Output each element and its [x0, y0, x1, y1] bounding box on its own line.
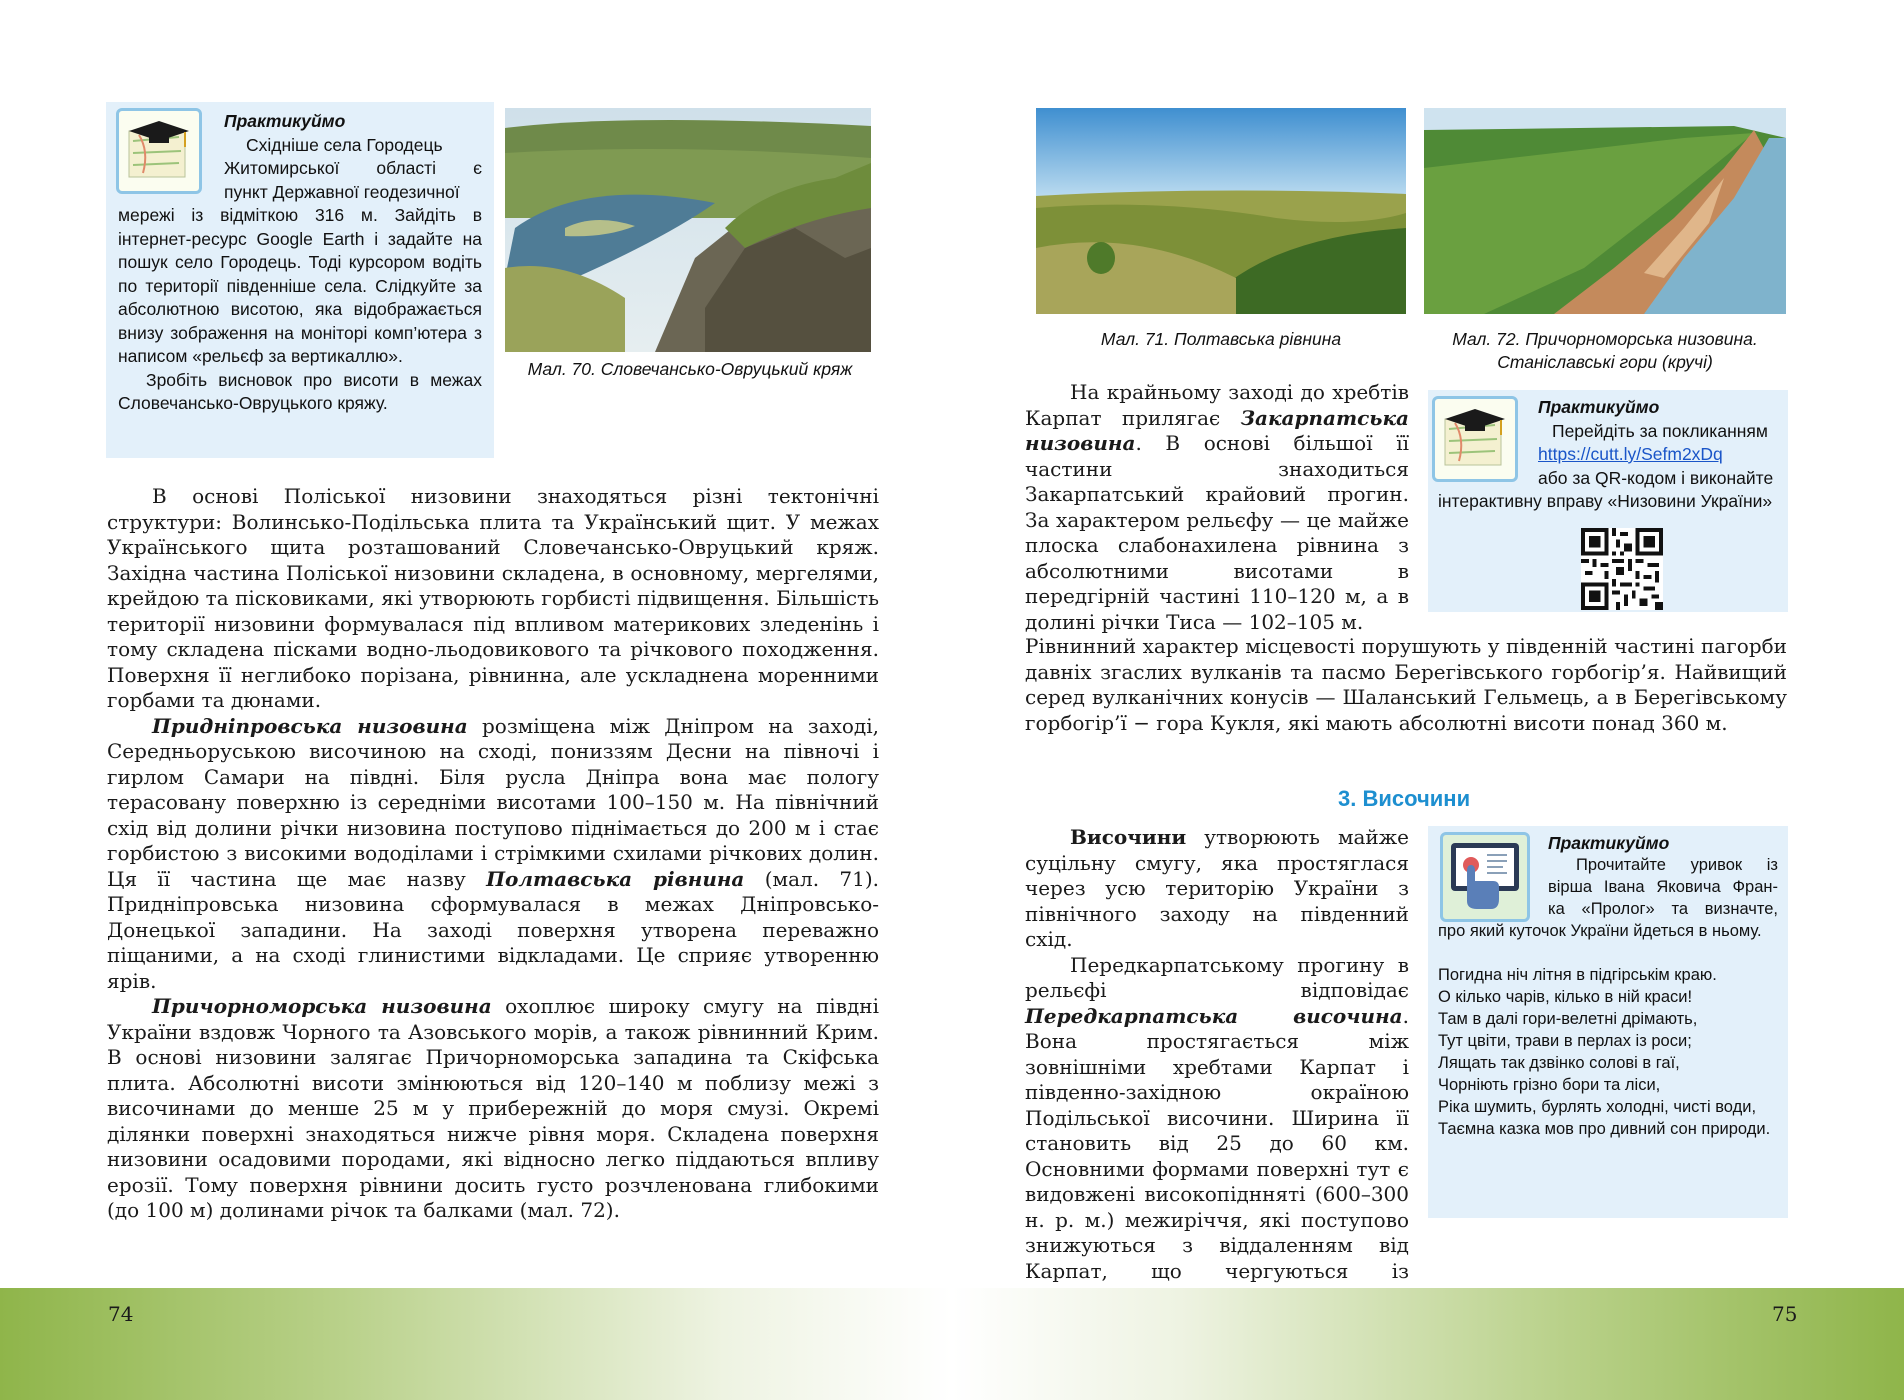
- practice-line: про який куточок України йдеться в ньому.: [1438, 922, 1762, 940]
- poem-line: Таємна казка мов про дивний сон природи.: [1438, 1120, 1771, 1138]
- text-part: На крайньому заході до хребтів Карпат прилягає: [1025, 380, 1409, 430]
- text-part: охоплює широку смугу на півдні України вздовж Чорного та Азовського морів, а також рівнинний Крим. В основі низовини залягає Причорноморська западина та Скіфська плита. Абсолютні висоти змінюються від 120–140 м поблизу межі з височинами до менше 25 м у прибережній до моря смузі. Окремі ділянки поверхні знаходяться нижче рівня моря. Складена поверхня низовини осадовими породами, які відносно легко піддаються впливу ерозії. Тому поверхня рівнини досить густо розчленована глибокими (до 100 м) долинами річок та балками (мал. 72).: [107, 994, 879, 1222]
- term-poltavska: Полтавська рівнина: [486, 866, 745, 891]
- practice-title: Практикуймо: [224, 111, 346, 131]
- practice-title: Практикуймо: [1538, 397, 1660, 417]
- paragraph-zakarpattia: [1025, 380, 1409, 635]
- poem-line: Погидна ніч літня в підгірськім краю.: [1438, 966, 1717, 984]
- cutt-link[interactable]: https://cutt.ly/Sefm2xDq: [1538, 444, 1723, 464]
- tablet-touch-icon: [1440, 832, 1530, 922]
- paragraph-prydniprovska: [107, 714, 879, 995]
- figure-71-caption-text: Мал. 71. Полтавська рівнина: [1100, 329, 1342, 349]
- page-footer-band: [0, 1288, 1904, 1400]
- practice-line: Прочитайте уривок із: [1576, 856, 1778, 874]
- figure-70-caption: [520, 358, 860, 381]
- text-part: розміщена між Дніпром на заході, Середньоруською височиною на сході, пониззям Десни на півночі і гирлом Самари на півдні. Біля русла Дніпра вона має пологу терасовану поверхню із середніми висотами 100–150 м. На північний схід від долини річки низовина поступово піднімається до 200 м і стає горбистою з високими вододілами і стрімкими схилами річкових долин. Ця її частина ще має назву: [107, 713, 880, 891]
- zakarpattia-text: [1025, 380, 1409, 635]
- page-number-left: 74: [108, 1302, 134, 1326]
- figure-71-caption: [1040, 328, 1402, 351]
- graduation-cap-map-icon: [1432, 396, 1518, 482]
- practice-line: вірша Івана Яковича Фран-: [1548, 878, 1778, 896]
- term-prydniprovska: Придніпровська низовина: [152, 713, 468, 738]
- poem-line: Там в далі гори-велетні дрімають,: [1438, 1010, 1698, 1028]
- qr-code[interactable]: [1580, 528, 1664, 610]
- text-part: утворюють майже суцільну смугу, яка простяглася через усю територію України з північного заходу на південний схід.: [1025, 825, 1409, 951]
- practice-line: ка «Пролог» та визначте,: [1548, 900, 1778, 918]
- paragraph-volcanoes: Рівнинний характер місцевості порушують у південній частині пагорби давніх згаслих вулканів та пасмо Берегівського горбогір’я. Найвищий серед вулканічних конусів — Шаланський Гельмець, а в Берегівському горбогір’ї − гора Кукля, які мають абсолютні висоти понад 360 м.: [1025, 634, 1787, 735]
- figure-72-caption: [1420, 328, 1790, 374]
- practice-title: Практикуймо: [1548, 833, 1670, 853]
- paragraph-polissia: В основі Поліської низовини знаходяться різні тектонічні структури: Волинсько-Подільська плита та Український щит. У межах Українського щита розташований Словечансько-Овруцький кряж. Західна частина Поліської низовини складена, в основному, мергелями, крейдою та пісковиками, які утворюють горбисті підвищення. Більшість території низовини формувалася під впливом материкових зледенінь і тому складена пісками водно-льодовикового та річкового походження. Поверхня її неглибоко порізана, рівнинна, але ускладнена моренними горбами та дюнами.: [107, 484, 879, 712]
- paragraph-peredkarpatska: [1025, 953, 1409, 1336]
- text-part: . Вона простягається між зовнішніми хребтами Карпат і південно-західною окраїною Подільської височини. Ширина її становить від 25 до 60 км. Основними формами поверхні тут є видовжені високопіднняті (600–300 н. р. м.) межиріччя, які поступово знижуються з віддаленням від Карпат, що чергуються із: [1025, 1003, 1409, 1283]
- term-prychornomorska: Причорноморська низовина: [152, 994, 492, 1018]
- zakarpattia-text-wide: [1025, 634, 1787, 736]
- term-peredkarpatska: Передкарпатська височина: [1025, 1003, 1403, 1028]
- poem-line: О кілько чарів, кілько в ній краси!: [1438, 988, 1693, 1006]
- page-number-right: 75: [1772, 1302, 1798, 1326]
- practice-box-poem: [1428, 826, 1788, 1218]
- practice-box-qr: [1428, 390, 1788, 612]
- poem-line: Лящать так дзвінко солові в гаї,: [1438, 1054, 1680, 1072]
- photo-stanislavski-cliffs: [1424, 108, 1786, 314]
- practice-line: пункт Державної геодезичної: [224, 181, 460, 202]
- poem-line: Чорніють грізно бори та ліси,: [1438, 1076, 1661, 1094]
- right-page: [990, 0, 1904, 1400]
- left-body-text: [107, 484, 879, 1224]
- text-part: . В основі більшої її частини знаходиться Закарпатський крайовий прогин. За характером рельєфу — це майже плоска слабонахилена рівнина з абсолютними висотами в передгірній частині 110–120 м, а в долині річки Тиса — 102–105 м.: [1025, 431, 1409, 634]
- figure-72-caption-line: Станіславські гори (кручі): [1497, 352, 1713, 372]
- practice-line: інтерактивну вправу «Низовини України»: [1438, 491, 1773, 511]
- photo-slovechansko-ovrutskyi-ridge: [505, 108, 871, 352]
- figure-72-caption-line: Мал. 72. Причорноморська низовина.: [1452, 329, 1758, 349]
- text-part: Передкарпатському прогину в рельєфі відповідає: [1025, 952, 1409, 1002]
- poem-line: Ріка шумить, бурлять холодні, чисті води,: [1438, 1098, 1757, 1116]
- term-zakarpatska: Закарпатська низовина: [1025, 405, 1409, 455]
- paragraph-highlands: [1025, 825, 1409, 953]
- practice-box-left: [106, 102, 494, 458]
- term-vysochyny: Височини: [1070, 825, 1187, 849]
- practice-text: мережі із відміткою 316 м. Зайдіть в інтернет-ресурс Google Earth і задайте на пошук село Городець. Тоді курсором водіть по території південніше села. Слідкуйте за абсолютною висотою, яка відображається внизу зображення на моніторі комп’ютера з написом «рельєф за вертикаллю».: [118, 205, 482, 366]
- poem: [1438, 964, 1778, 1140]
- text-part: (мал. 71). Придніпровська низовина сформувалася в межах Дніпровсько-Донецької западини. На заході поверхня утворена переважно піщаними, а на сході глинистими відкладами. Це сприяє утворенню ярів.: [107, 866, 880, 993]
- practice-line: Східніше села Городець: [246, 134, 443, 155]
- graduation-cap-map-icon: [116, 108, 202, 194]
- figure-70-caption-text: Мал. 70. Словечансько-Овруцький кряж: [527, 359, 853, 379]
- poem-line: Тут цвіти, трави в перлах із роси;: [1438, 1032, 1692, 1050]
- practice-line: Житомирської області є: [224, 158, 482, 178]
- paragraph-prychornomorska: [107, 994, 879, 1224]
- practice-line: Перейдіть за покликанням: [1552, 420, 1768, 441]
- section-title: 3. Височини: [1338, 786, 1471, 811]
- practice-conclusion: Зробіть висновок про висоти в межах Словечансько-Овруцького кряжу.: [118, 369, 482, 413]
- photo-poltava-plain: [1036, 108, 1406, 314]
- highlands-text: [1025, 825, 1409, 1335]
- practice-line: або за QR-кодом і виконайте: [1538, 467, 1774, 488]
